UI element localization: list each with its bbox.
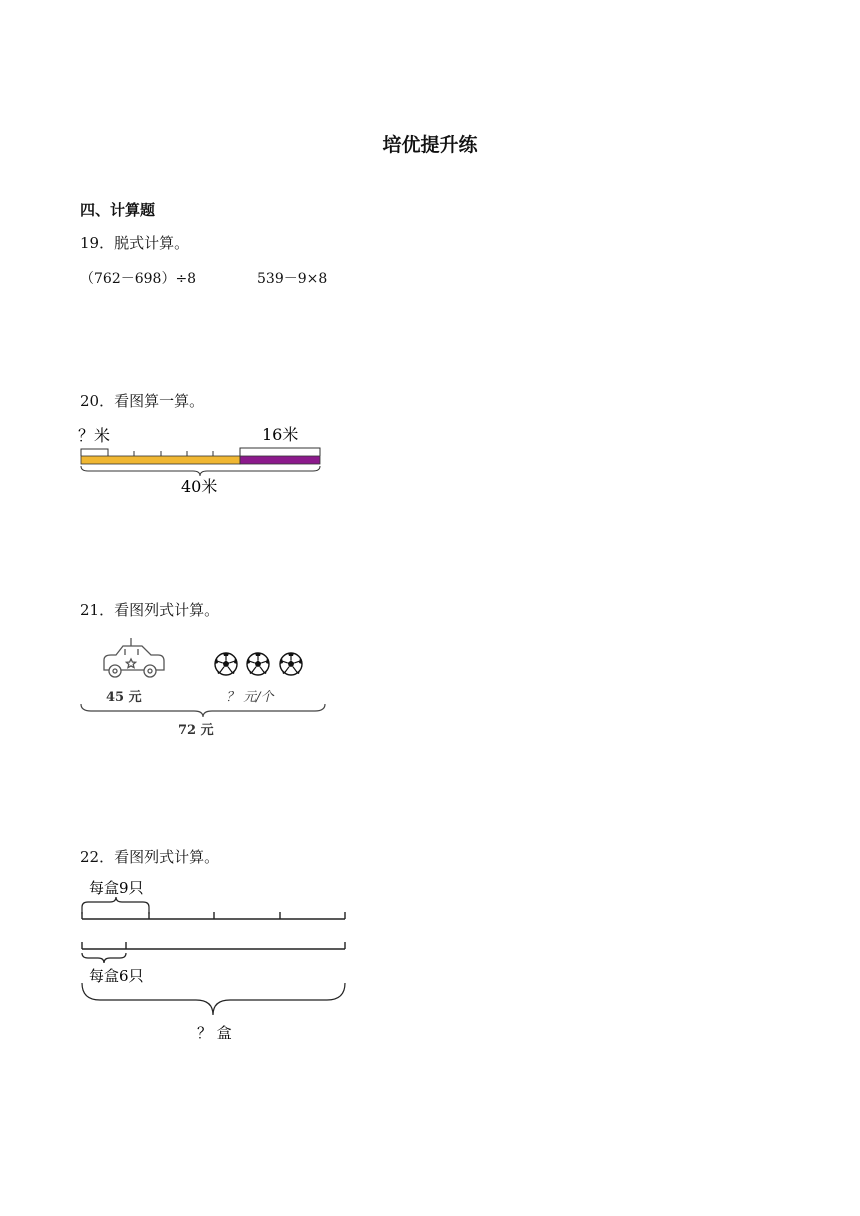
q22-top-brace [82,897,149,914]
q21-car-price: 45 元 [106,690,142,705]
q22-label-bottom: 每盒6只 [89,967,144,985]
q22-bottom-brace [82,953,126,963]
question-20-prompt: 20．看图算一算。 [80,392,205,410]
question-21-prompt: 21．看图列式计算。 [80,601,220,619]
q20-label-unknown: ？米 [78,426,111,445]
q22-top-ticks [82,912,345,919]
q22-label-top: 每盒9只 [89,879,144,897]
section-heading: 四、计算题 [80,201,156,219]
q20-label-total: 40米 [181,477,218,496]
page-title: 培优提升练 [382,134,478,156]
q21-total: 72 元 [178,723,214,738]
q22-bottom-ticks [82,942,345,949]
q22-total-brace [82,983,345,1015]
question-22-prompt: 22．看图列式计算。 [80,848,220,866]
q19-expression-2: 539－9×8 [257,271,328,287]
q19-expression-1: （762－698）÷8 [80,271,197,287]
q22-label-total: ？ 盒 [197,1024,232,1042]
question-19-prompt: 19．脱式计算。 [80,234,190,252]
q21-ball-price: ？ 元/个 [226,690,274,705]
q20-label-part: 16米 [262,425,299,444]
